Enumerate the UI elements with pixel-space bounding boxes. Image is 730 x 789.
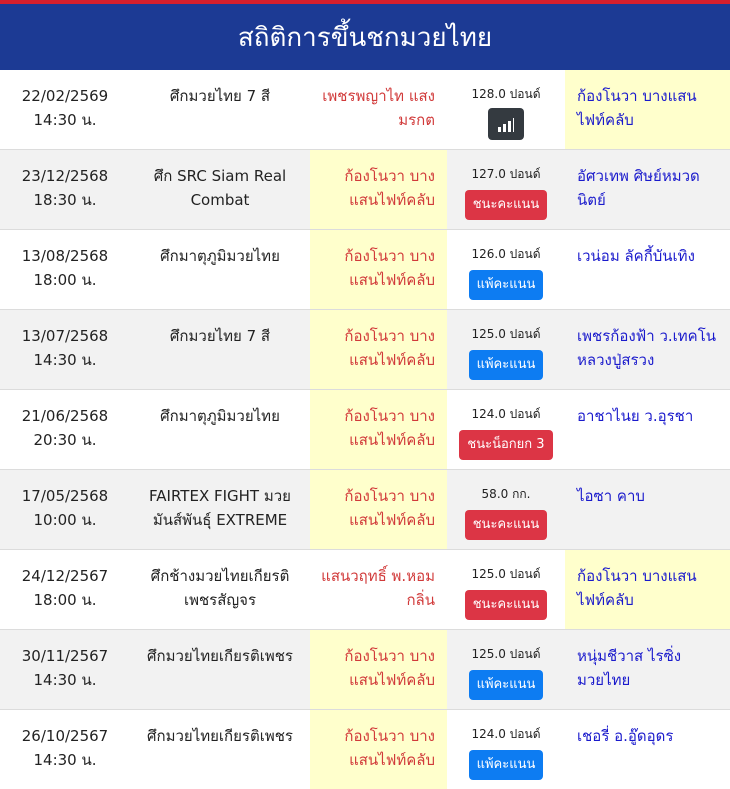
fight-time: 14:30 น. bbox=[33, 751, 97, 769]
page-title-bar bbox=[0, 4, 730, 70]
fight-date-cell bbox=[0, 70, 130, 149]
weight-result-cell bbox=[447, 230, 565, 309]
fight-row bbox=[0, 550, 730, 630]
red-corner-fighter[interactable]: ก้องโนวา บางแสนไฟท์คลับ bbox=[310, 150, 447, 229]
event-name: ศึกมวยไทยเกียรติเพชร bbox=[147, 647, 293, 665]
weight-result-cell bbox=[447, 70, 565, 149]
result-badge: แพ้คะแนน bbox=[469, 350, 544, 380]
fight-row bbox=[0, 470, 730, 550]
fight-row bbox=[0, 150, 730, 230]
fight-date: 21/06/2568 bbox=[21, 407, 109, 425]
result-badge: แพ้คะแนน bbox=[469, 670, 544, 700]
event-name: ศึก SRC Siam Real Combat bbox=[153, 167, 287, 209]
fight-row bbox=[0, 230, 730, 310]
event-name: ศึกมวยไทย 7 สี bbox=[169, 327, 271, 345]
fight-date: 22/02/2569 bbox=[21, 87, 109, 105]
fight-date: 30/11/2567 bbox=[21, 647, 109, 665]
red-corner-fighter[interactable]: เพชรพญาไท แสงมรกต bbox=[322, 87, 435, 129]
blue-corner-fighter[interactable]: อัศวเทพ ศิษย์หมวดนิตย์ bbox=[577, 167, 700, 209]
bar-chart-icon bbox=[498, 118, 514, 132]
fight-date-cell bbox=[0, 550, 130, 629]
fight-weight: 58.0 กก. bbox=[481, 487, 531, 501]
result-badge: แพ้คะแนน bbox=[469, 750, 544, 780]
fight-date-cell bbox=[0, 150, 130, 229]
event-name: ศึกมาตุภูมิมวยไทย bbox=[160, 247, 280, 265]
fight-time: 14:30 น. bbox=[33, 351, 97, 369]
fight-weight: 125.0 ปอนด์ bbox=[471, 647, 541, 661]
fight-date-cell bbox=[0, 390, 130, 469]
fight-weight: 124.0 ปอนด์ bbox=[471, 727, 541, 741]
weight-result-cell bbox=[447, 550, 565, 629]
fight-record-table bbox=[0, 70, 730, 789]
fight-time: 20:30 น. bbox=[33, 431, 97, 449]
result-badge: ชนะคะแนน bbox=[465, 510, 548, 540]
fight-date: 26/10/2567 bbox=[21, 727, 109, 745]
result-badge: ชนะคะแนน bbox=[465, 590, 548, 620]
fight-date-cell bbox=[0, 310, 130, 389]
weight-result-cell bbox=[447, 310, 565, 389]
event-name: ศึกมวยไทยเกียรติเพชร bbox=[147, 727, 293, 745]
event-name: ศึกมาตุภูมิมวยไทย bbox=[160, 407, 280, 425]
blue-corner-fighter[interactable]: อาชาไนย ว.อุรชา bbox=[577, 407, 694, 425]
blue-corner-fighter[interactable]: ก้องโนวา บางแสนไฟท์คลับ bbox=[565, 550, 730, 629]
fight-weight: 126.0 ปอนด์ bbox=[471, 247, 541, 261]
red-corner-fighter[interactable]: ก้องโนวา บางแสนไฟท์คลับ bbox=[310, 230, 447, 309]
fight-time: 10:00 น. bbox=[33, 511, 97, 529]
fight-weight: 127.0 ปอนด์ bbox=[471, 167, 541, 181]
fight-time: 14:30 น. bbox=[33, 671, 97, 689]
fight-time: 18:00 น. bbox=[33, 591, 97, 609]
fight-date-cell bbox=[0, 470, 130, 549]
fight-row bbox=[0, 310, 730, 390]
page-title: สถิติการขึ้นชกมวยไทย bbox=[237, 22, 493, 53]
fight-time: 14:30 น. bbox=[33, 111, 97, 129]
fight-weight: 125.0 ปอนด์ bbox=[471, 567, 541, 581]
blue-corner-fighter[interactable]: เพชรก้องฟ้า ว.เทคโนหลวงปู่สรวง bbox=[577, 327, 717, 369]
blue-corner-fighter[interactable]: เวน่อม ลัคกี้บันเทิง bbox=[577, 247, 695, 265]
fight-date-cell bbox=[0, 230, 130, 309]
weight-result-cell bbox=[447, 470, 565, 549]
blue-corner-fighter[interactable]: ก้องโนวา บางแสนไฟท์คลับ bbox=[565, 70, 730, 149]
fight-weight: 124.0 ปอนด์ bbox=[471, 407, 541, 421]
result-badge: ชนะคะแนน bbox=[465, 190, 548, 220]
fight-date: 13/08/2568 bbox=[21, 247, 109, 265]
fight-date-cell bbox=[0, 630, 130, 709]
fight-weight: 128.0 ปอนด์ bbox=[471, 87, 541, 101]
fight-date: 24/12/2567 bbox=[21, 567, 109, 585]
fight-date: 13/07/2568 bbox=[21, 327, 109, 345]
event-name: ศึกมวยไทย 7 สี bbox=[169, 87, 271, 105]
event-name: FAIRTEX FIGHT มวยมันส์พันธุ์ EXTREME bbox=[149, 487, 291, 529]
red-corner-fighter[interactable]: ก้องโนวา บางแสนไฟท์คลับ bbox=[310, 310, 447, 389]
fight-time: 18:30 น. bbox=[33, 191, 97, 209]
blue-corner-fighter[interactable]: หนุ่มชีวาส ไรซิ่งมวยไทย bbox=[577, 647, 682, 689]
fight-row bbox=[0, 70, 730, 150]
fight-date: 17/05/2568 bbox=[21, 487, 109, 505]
fight-date: 23/12/2568 bbox=[21, 167, 109, 185]
fight-weight: 125.0 ปอนด์ bbox=[471, 327, 541, 341]
fight-row bbox=[0, 390, 730, 470]
red-corner-fighter[interactable]: ก้องโนวา บางแสนไฟท์คลับ bbox=[310, 710, 447, 789]
red-corner-fighter[interactable]: ก้องโนวา บางแสนไฟท์คลับ bbox=[310, 630, 447, 709]
fight-row bbox=[0, 710, 730, 789]
event-name: ศึกช้างมวยไทยเกียรติเพชรสัญจร bbox=[150, 567, 290, 609]
fight-row bbox=[0, 630, 730, 710]
red-corner-fighter[interactable]: ก้องโนวา บางแสนไฟท์คลับ bbox=[310, 470, 447, 549]
weight-result-cell bbox=[447, 630, 565, 709]
blue-corner-fighter[interactable]: ไอซา คาบ bbox=[577, 487, 645, 505]
fight-time: 18:00 น. bbox=[33, 271, 97, 289]
result-badge: แพ้คะแนน bbox=[469, 270, 544, 300]
stats-button[interactable] bbox=[488, 108, 524, 140]
blue-corner-fighter[interactable]: เชอรี่ อ.อู๊ดอุดร bbox=[577, 727, 674, 745]
fight-date-cell bbox=[0, 710, 130, 789]
red-corner-fighter[interactable]: ก้องโนวา บางแสนไฟท์คลับ bbox=[310, 390, 447, 469]
red-corner-fighter[interactable]: แสนวฤทธิ์ พ.หอมกลิ่น bbox=[321, 567, 435, 609]
weight-result-cell bbox=[447, 150, 565, 229]
weight-result-cell bbox=[447, 390, 565, 469]
weight-result-cell bbox=[447, 710, 565, 789]
result-badge: ชนะน็อกยก 3 bbox=[459, 430, 552, 460]
